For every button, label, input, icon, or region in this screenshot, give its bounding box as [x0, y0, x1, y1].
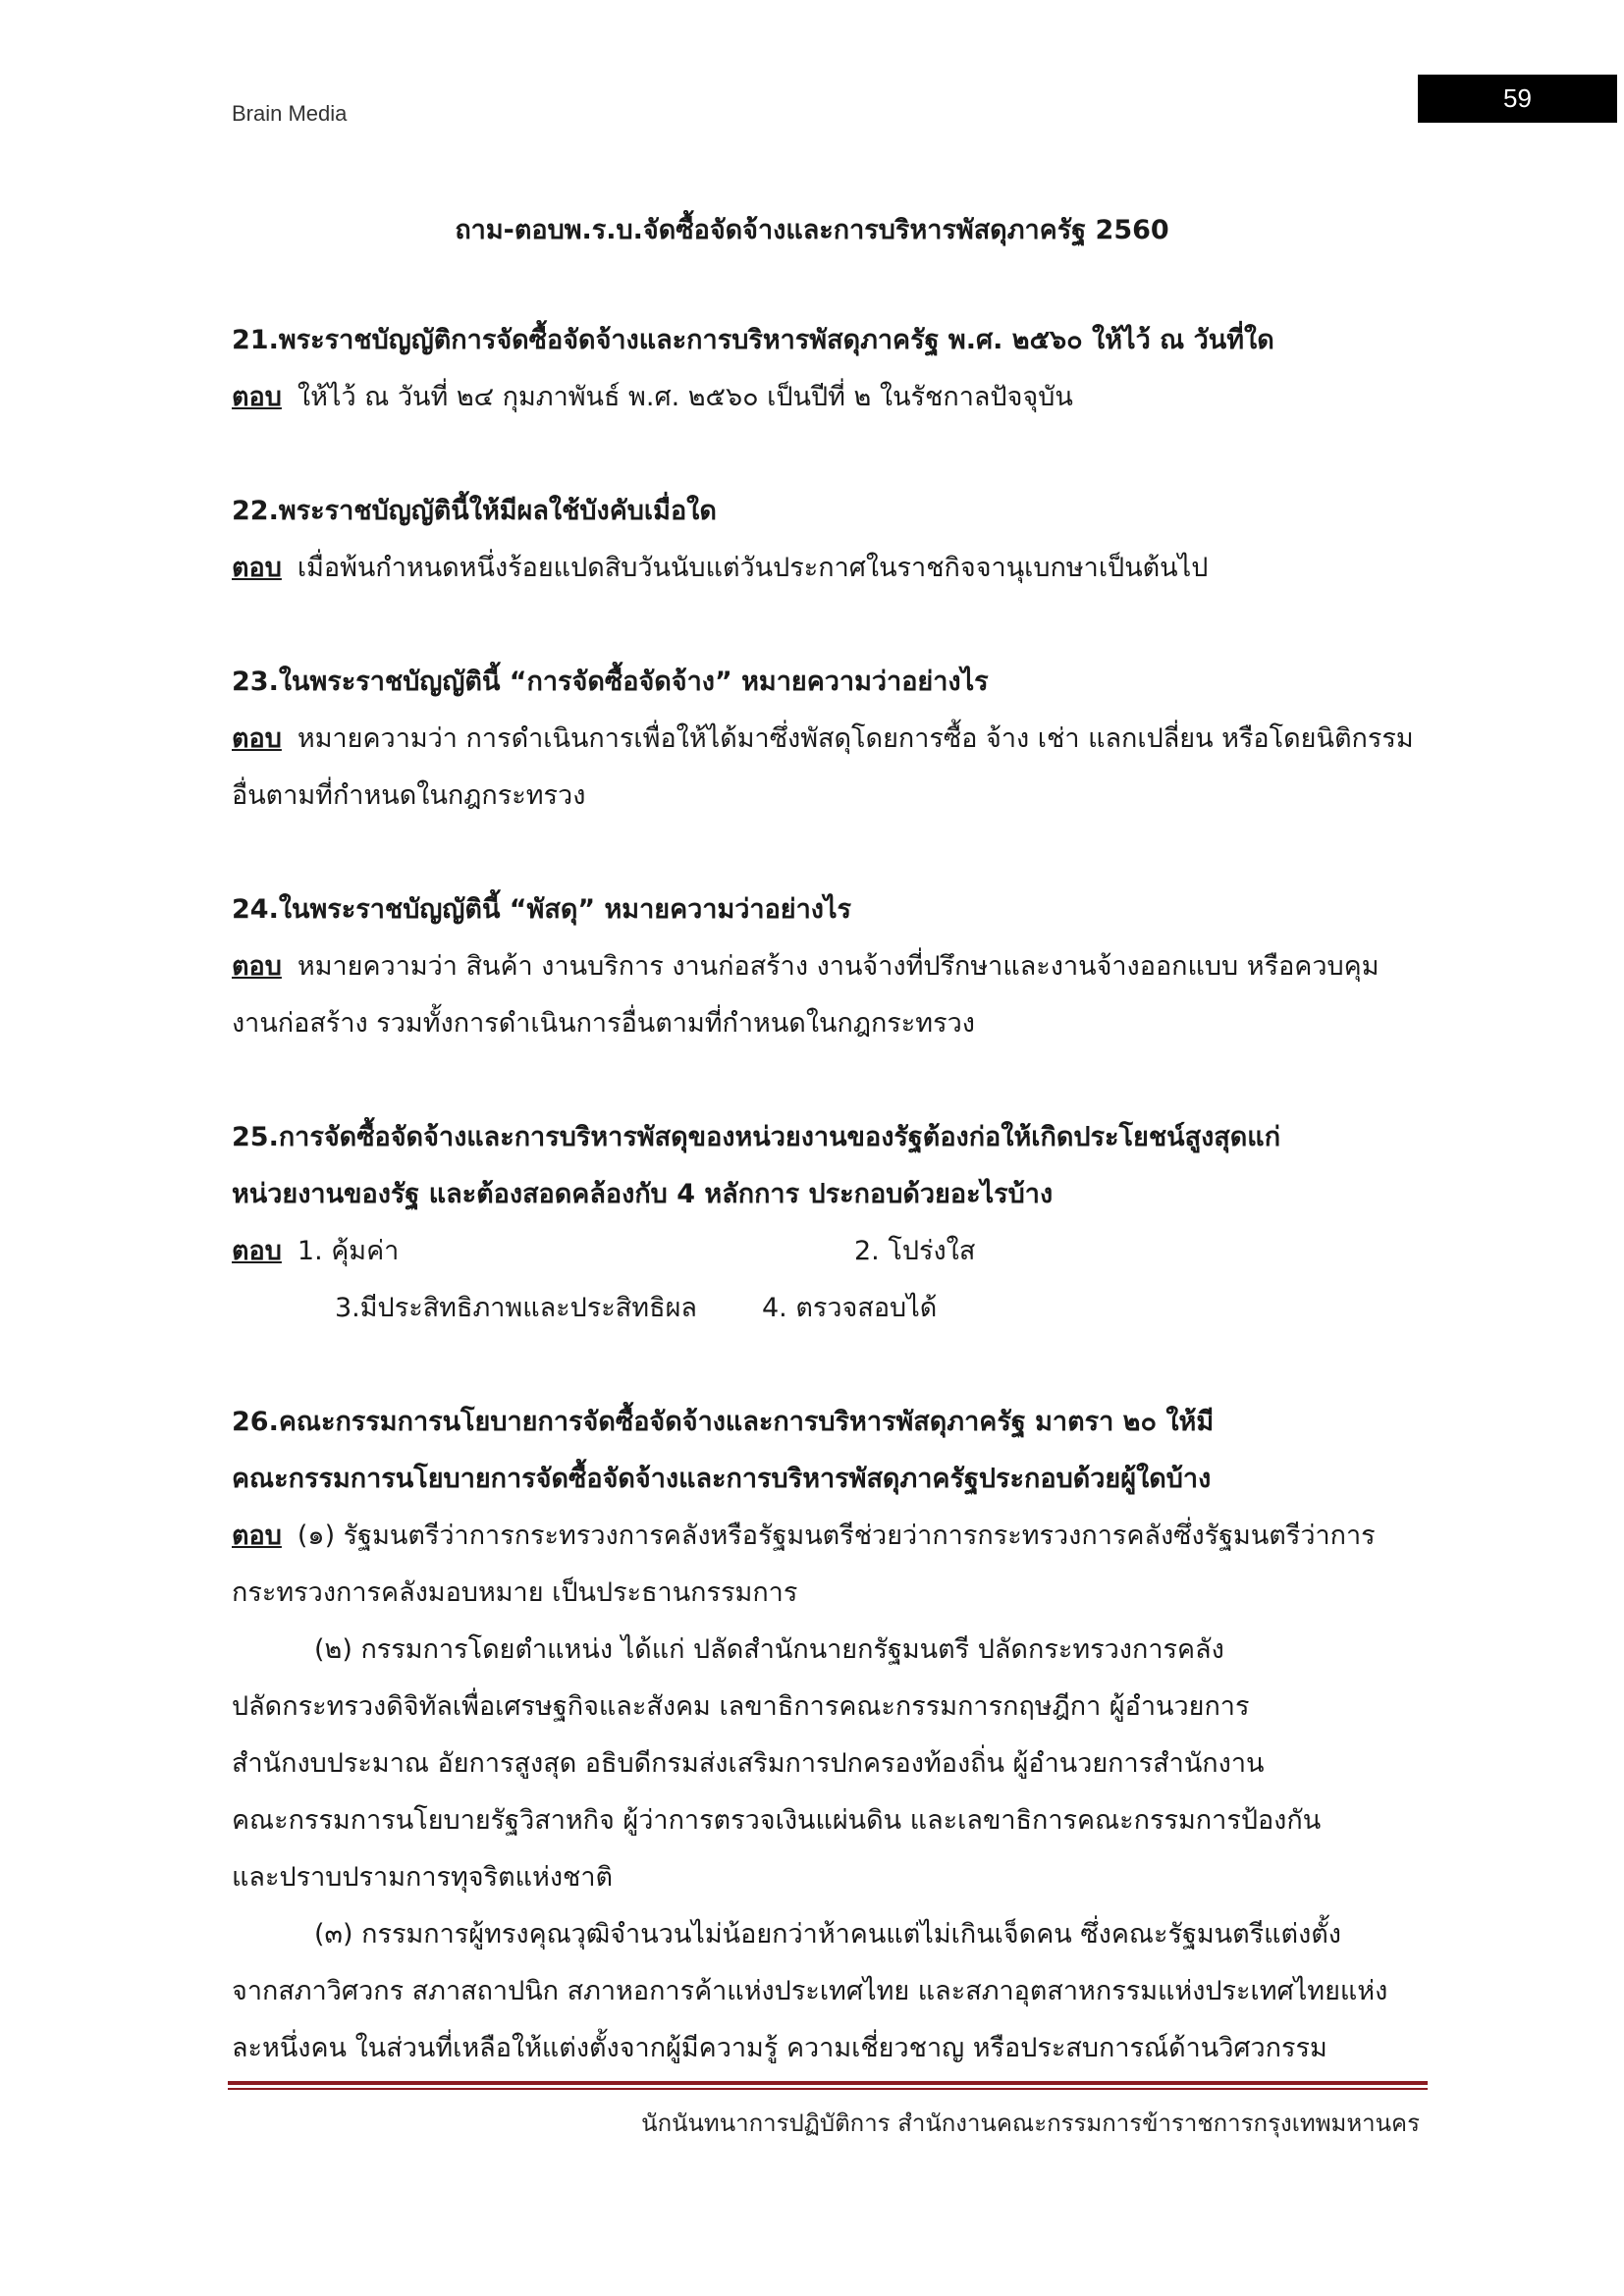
answer-text: หมายความว่า สินค้า งานบริการ งานก่อสร้าง งานจ้างที่ปรึกษาและงานจ้างออกแบบ หรือควบคุม	[297, 951, 1380, 982]
answer-23-cont: อื่นตามที่กำหนดในกฎกระทรวง	[232, 780, 586, 811]
question-25-line-2: หน่วยงานของรัฐ และต้องสอดคล้องกับ 4 หลักการ ประกอบด้วยอะไรบ้าง	[232, 1179, 1054, 1209]
question-26-line-2: คณะกรรมการนโยบายการจัดซื้อจัดจ้างและการบริหารพัสดุภาครัฐประกอบด้วยผู้ใดบ้าง	[232, 1464, 1212, 1494]
answer-label: ตอบ	[232, 951, 282, 982]
question-24: 24.ในพระราชบัญญัตินี้ “พัสดุ” หมายความว่าอย่างไร	[232, 894, 852, 925]
answer-21	[232, 369, 1430, 426]
answer-label: ตอบ	[232, 553, 282, 583]
footer-text: นักนันทนาการปฏิบัติการ สำนักงานคณะกรรมการข้าราชการกรุงเทพมหานคร	[641, 2109, 1420, 2137]
answer-label: ตอบ	[232, 382, 282, 412]
answer-22	[232, 540, 1430, 597]
answer-label: ตอบ	[232, 1236, 282, 1266]
answer-24	[232, 938, 1430, 995]
answer-26-para2-line-3: สำนักงบประมาณ อัยการสูงสุด อธิบดีกรมส่งเสริมการปกครองท้องถิ่น ผู้อำนวยการสำนักงาน	[232, 1748, 1265, 1779]
document-title: ถาม-ตอบพ.ร.บ.จัดซื้อจัดจ้างและการบริหารพัสดุภาครัฐ 2560	[455, 215, 1169, 245]
footer-divider	[228, 2081, 1428, 2085]
answer-text: เมื่อพ้นกำหนดหนึ่งร้อยแปดสิบวันนับแต่วันประกาศในราชกิจจานุเบกษาเป็นต้นไป	[297, 553, 1209, 583]
answer-26-para2-line-1: (๒) กรรมการโดยตำแหน่ง ได้แก่ ปลัดสำนักนายกรัฐมนตรี ปลัดกระทรวงการคลัง	[314, 1634, 1224, 1665]
question-25-line-1: 25.การจัดซื้อจัดจ้างและการบริหารพัสดุของหน่วยงานของรัฐต้องก่อให้เกิดประโยชน์สูงสุดแก่	[232, 1122, 1281, 1152]
answer-26-para2-line-2: ปลัดกระทรวงดิจิทัลเพื่อเศรษฐกิจและสังคม เลขาธิการคณะกรรมการกฤษฎีกา ผู้อำนวยการ	[232, 1691, 1250, 1722]
answer-25-options	[232, 1223, 1430, 1337]
answer-23	[232, 711, 1430, 768]
option-2: 2. โปร่งใส	[854, 1236, 976, 1266]
answer-text: หมายความว่า การดำเนินการเพื่อให้ได้มาซึ่งพัสดุโดยการซื้อ จ้าง เช่า แลกเปลี่ยน หรือโดยนิติกรรม	[297, 723, 1414, 754]
footer-divider-thin	[228, 2088, 1428, 2090]
question-26-line-1: 26.คณะกรรมการนโยบายการจัดซื้อจัดจ้างและการบริหารพัสดุภาครัฐ มาตรา ๒๐ ให้มี	[232, 1407, 1215, 1437]
answer-24-cont: งานก่อสร้าง รวมทั้งการดำเนินการอื่นตามที่กำหนดในกฎกระทรวง	[232, 1008, 975, 1039]
page-number-badge: 59	[1418, 75, 1617, 123]
option-3: 3.มีประสิทธิภาพและประสิทธิผล	[335, 1293, 697, 1323]
answer-26-para2-line-5: และปราบปรามการทุจริตแห่งชาติ	[232, 1862, 614, 1893]
answer-label: ตอบ	[232, 723, 282, 754]
option-4: 4. ตรวจสอบได้	[762, 1293, 938, 1323]
header-brand: Brain Media	[232, 101, 348, 126]
answer-label: ตอบ	[232, 1521, 282, 1551]
question-23: 23.ในพระราชบัญญัตินี้ “การจัดซื้อจัดจ้าง” หมายความว่าอย่างไร	[232, 667, 989, 697]
option-1: 1. คุ้มค่า	[297, 1236, 400, 1266]
question-21: 21.พระราชบัญญัติการจัดซื้อจัดจ้างและการบริหารพัสดุภาครัฐ พ.ศ. ๒๕๖๐ ให้ไว้ ณ วันที่ใด	[232, 325, 1274, 355]
answer-26	[232, 1508, 1430, 1565]
answer-26-para2-line-4: คณะกรรมการนโยบายรัฐวิสาหกิจ ผู้ว่าการตรวจเงินแผ่นดิน และเลขาธิการคณะกรรมการป้องกัน	[232, 1805, 1322, 1836]
answer-text: ให้ไว้ ณ วันที่ ๒๔ กุมภาพันธ์ พ.ศ. ๒๕๖๐ เป็นปีที่ ๒ ในรัชกาลปัจจุบัน	[297, 382, 1073, 412]
answer-text: (๑) รัฐมนตรีว่าการกระทรวงการคลังหรือรัฐมนตรีช่วยว่าการกระทรวงการคลังซึ่งรัฐมนตรีว่าการ	[297, 1521, 1376, 1551]
qa-content	[232, 312, 1430, 2077]
answer-26-cont: กระทรวงการคลังมอบหมาย เป็นประธานกรรมการ	[232, 1577, 798, 1608]
question-22: 22.พระราชบัญญัตินี้ให้มีผลใช้บังคับเมื่อใด	[232, 496, 717, 526]
answer-26-para3-line-3: ละหนึ่งคน ในส่วนที่เหลือให้แต่งตั้งจากผู้มีความรู้ ความเชี่ยวชาญ หรือประสบการณ์ด้านวิศวกรรม	[232, 2033, 1327, 2063]
answer-26-para3-line-2: จากสภาวิศวกร สภาสถาปนิก สภาหอการค้าแห่งประเทศไทย และสภาอุตสาหกรรมแห่งประเทศไทยแห่ง	[232, 1976, 1388, 2006]
answer-26-para3-line-1: (๓) กรรมการผู้ทรงคุณวุฒิจำนวนไม่น้อยกว่าห้าคนแต่ไม่เกินเจ็ดคน ซึ่งคณะรัฐมนตรีแต่งตั้ง	[314, 1919, 1341, 1949]
